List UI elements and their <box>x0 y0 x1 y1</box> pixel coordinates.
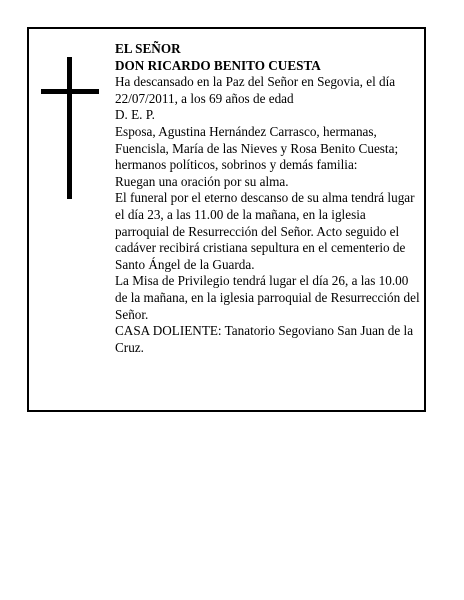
notice-funeral-details: El funeral por el eterno descanso de su alma tendrá lugar el día 23, a las 11.00 de la mañana, en la iglesia parroquial de Resurrección del Señor. Acto seguido el cadáver recibirá cristiana sepultura en el cementerio de Santo Ángel de la Guarda. <box>115 190 415 272</box>
notice-prayer-request: Ruegan una oración por su alma. <box>115 173 289 189</box>
notice-family: Esposa, Agustina Hernández Carrasco, hermanas, Fuencisla, María de las Nieves y Rosa Benito Cuesta; hermanos políticos, sobrinos y demás familia: <box>115 123 399 173</box>
notice-mass-details: La Misa de Privilegio tendrá lugar el día 26, a las 10.00 de la mañana, en la iglesia parroquial de Resurrección del Señor. <box>115 273 420 322</box>
notice-death-announcement: Ha descansado en la Paz del Señor en Segovia, el día 22/07/2011, a los 69 años de edad <box>115 74 396 106</box>
notice-funeral-home: CASA DOLIENTE: Tanatorio Segoviano San Juan de la Cruz. <box>115 323 414 355</box>
notice-title-line2: DON RICARDO BENITO CUESTA <box>115 57 321 73</box>
cross-horizontal-bar <box>41 89 99 94</box>
cross-icon <box>41 57 99 199</box>
obituary-notice <box>27 27 426 412</box>
notice-text <box>115 41 421 356</box>
notice-title-line1: EL SEÑOR <box>115 41 181 56</box>
notice-rip: D. E. P. <box>115 107 155 123</box>
cross-vertical-bar <box>67 57 72 199</box>
